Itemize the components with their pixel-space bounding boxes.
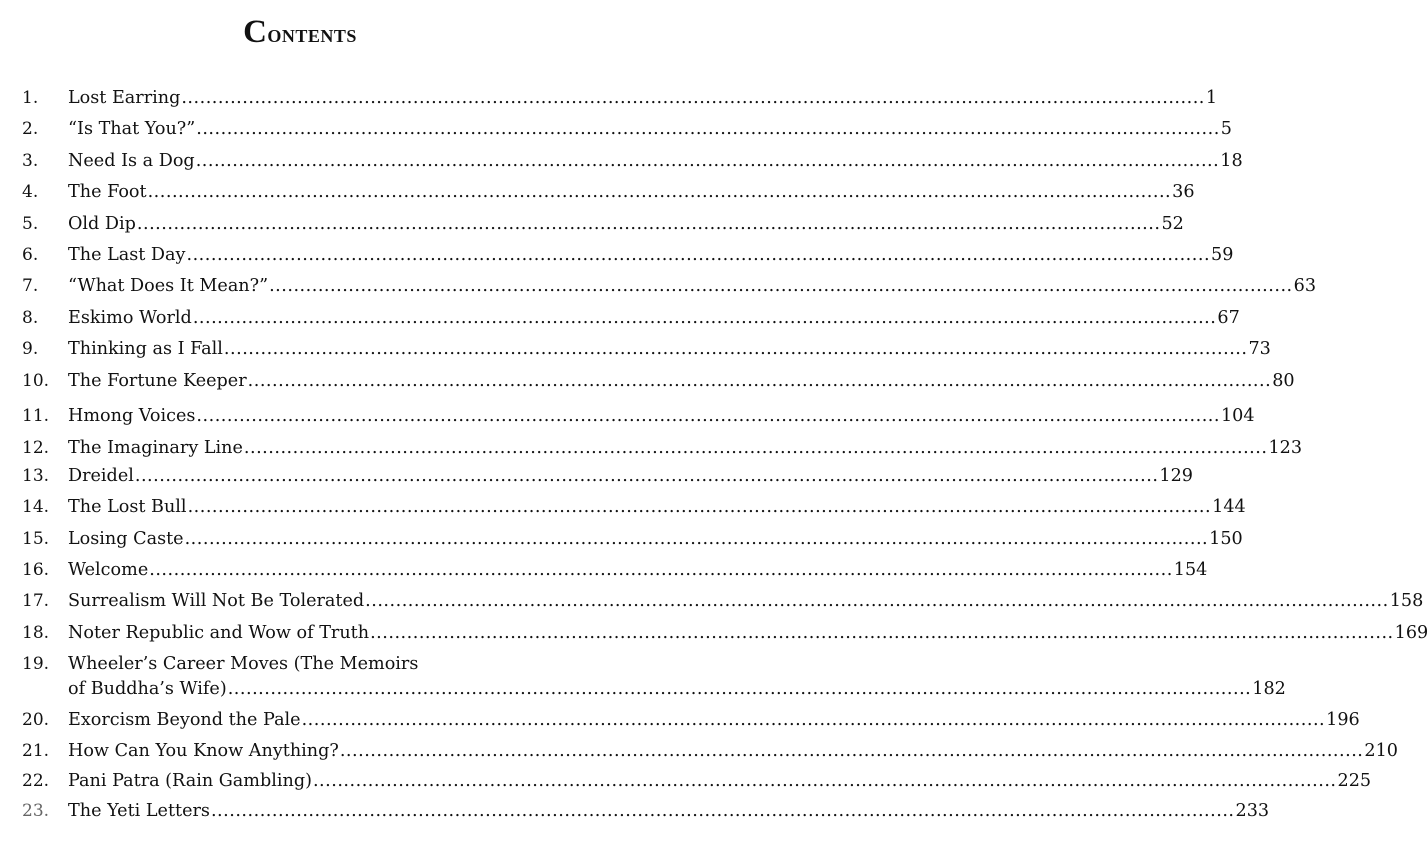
dot-leader: ........................................................................................................................................................................ bbox=[136, 214, 1161, 234]
entry-title: Dreidel bbox=[68, 466, 134, 486]
entry-title: The Imaginary Line bbox=[68, 438, 243, 458]
entry-number: 11. bbox=[22, 406, 50, 426]
dot-leader: ........................................................................................................................................................................ bbox=[192, 308, 1217, 328]
dot-leader: ........................................................................................................................................................................ bbox=[195, 151, 1220, 171]
entry-title: Hmong Voices bbox=[68, 406, 196, 426]
entry-title: Thinking as I Fall bbox=[68, 339, 223, 359]
entry-page: 150 bbox=[1209, 529, 1243, 549]
dot-leader: ........................................................................................................................................................................ bbox=[149, 560, 1173, 580]
entry-number: 17. bbox=[22, 591, 50, 611]
entry-page: 63 bbox=[1293, 276, 1317, 296]
entry-number: 14. bbox=[22, 497, 50, 517]
entry-title: The Yeti Letters bbox=[68, 801, 210, 821]
entry-title: Noter Republic and Wow of Truth bbox=[68, 623, 370, 643]
entry-page: 233 bbox=[1235, 801, 1270, 821]
dot-leader: ........................................................................................................................................................................ bbox=[339, 741, 1364, 761]
entry-page: 144 bbox=[1212, 497, 1246, 517]
entry-page: 196 bbox=[1326, 710, 1360, 730]
entry-page: 1 bbox=[1205, 88, 1218, 108]
entry-number: 12. bbox=[22, 438, 50, 458]
entry-number: 7. bbox=[22, 276, 39, 296]
dot-leader: ........................................................................................................................................................................ bbox=[301, 710, 1326, 730]
dot-leader: ........................................................................................................................................................................ bbox=[181, 88, 1205, 108]
heading-rest: ontents bbox=[267, 19, 357, 48]
dot-leader: ........................................................................................................................................................................ bbox=[134, 466, 1159, 486]
entry-page: 80 bbox=[1272, 371, 1295, 391]
entry-page: 158 bbox=[1389, 591, 1424, 611]
entry-title-first-line: Wheeler’s Career Moves (The Memoirs bbox=[68, 654, 419, 674]
entry-number: 19. bbox=[22, 654, 50, 674]
entry-page: 73 bbox=[1248, 339, 1271, 359]
entry-title: Eskimo World bbox=[68, 308, 192, 328]
entry-title: The Fortune Keeper bbox=[68, 371, 247, 391]
dot-leader: ........................................................................................................................................................................ bbox=[269, 276, 1293, 296]
dot-leader: ........................................................................................................................................................................ bbox=[223, 339, 1248, 359]
entry-number: 5. bbox=[22, 214, 39, 234]
entry-page: 5 bbox=[1220, 119, 1232, 139]
entry-page: 182 bbox=[1252, 679, 1286, 699]
entry-page: 67 bbox=[1217, 308, 1240, 328]
entry-number: 9. bbox=[22, 339, 39, 359]
dot-leader: ........................................................................................................................................................................ bbox=[247, 371, 1272, 391]
heading-initial: C bbox=[243, 14, 268, 50]
entry-title: How Can You Know Anything? bbox=[68, 741, 339, 761]
entry-number: 18. bbox=[22, 623, 50, 643]
entry-title: The Foot bbox=[68, 182, 147, 202]
dot-leader: ........................................................................................................................................................................ bbox=[184, 529, 1209, 549]
entry-number: 21. bbox=[22, 741, 50, 761]
dot-leader: ........................................................................................................................................................................ bbox=[186, 245, 1211, 265]
entry-number: 23. bbox=[22, 801, 50, 821]
entry-title: Surrealism Will Not Be Tolerated bbox=[68, 591, 365, 611]
entry-page: 129 bbox=[1159, 466, 1194, 486]
dot-leader: ........................................................................................................................................................................ bbox=[187, 497, 1212, 517]
entry-number: 6. bbox=[22, 245, 39, 265]
entry-title: “Is That You?” bbox=[68, 119, 196, 139]
entry-number: 8. bbox=[22, 308, 39, 328]
entry-title: Lost Earring bbox=[68, 88, 181, 108]
entry-page: 36 bbox=[1172, 182, 1195, 202]
entry-title: Old Dip bbox=[68, 214, 136, 234]
entry-number: 22. bbox=[22, 771, 50, 791]
entry-page: 52 bbox=[1161, 214, 1184, 234]
entry-page: 59 bbox=[1211, 245, 1234, 265]
dot-leader: ........................................................................................................................................................................ bbox=[365, 591, 1389, 611]
dot-leader: ........................................................................................................................................................................ bbox=[210, 801, 1235, 821]
entry-number: 10. bbox=[22, 371, 50, 391]
dot-leader: ........................................................................................................................................................................ bbox=[370, 623, 1394, 643]
dot-leader: ........................................................................................................................................................................ bbox=[147, 182, 1172, 202]
entry-title: Pani Patra (Rain Gambling) bbox=[68, 771, 312, 791]
entry-number: 1. bbox=[22, 88, 39, 108]
entry-number: 2. bbox=[22, 119, 39, 139]
entry-title: The Last Day bbox=[68, 245, 186, 265]
entry-number: 13. bbox=[22, 466, 50, 486]
entry-title: “What Does It Mean?” bbox=[68, 276, 269, 296]
entry-page: 18 bbox=[1220, 151, 1243, 171]
entry-page: 123 bbox=[1268, 438, 1303, 458]
entry-number: 20. bbox=[22, 710, 50, 730]
entry-number: 4. bbox=[22, 182, 39, 202]
entry-title: Welcome bbox=[68, 560, 149, 580]
entry-title: of Buddha’s Wife) bbox=[68, 679, 227, 699]
entry-title: Need Is a Dog bbox=[68, 151, 195, 171]
entry-number: 15. bbox=[22, 529, 50, 549]
entry-number: 16. bbox=[22, 560, 50, 580]
entry-title: Losing Caste bbox=[68, 529, 184, 549]
entry-page: 225 bbox=[1337, 771, 1372, 791]
entry-page: 104 bbox=[1220, 406, 1255, 426]
dot-leader: ........................................................................................................................................................................ bbox=[196, 119, 1220, 139]
entry-page: 169 bbox=[1394, 623, 1428, 643]
dot-leader: ........................................................................................................................................................................ bbox=[227, 679, 1252, 699]
dot-leader: ........................................................................................................................................................................ bbox=[312, 771, 1337, 791]
entry-page: 154 bbox=[1173, 560, 1208, 580]
entry-number: 3. bbox=[22, 151, 39, 171]
entry-page: 210 bbox=[1364, 741, 1398, 761]
entry-title: The Lost Bull bbox=[68, 497, 187, 517]
dot-leader: ........................................................................................................................................................................ bbox=[243, 438, 1268, 458]
dot-leader: ........................................................................................................................................................................ bbox=[196, 406, 1220, 426]
entry-title: Exorcism Beyond the Pale bbox=[68, 710, 301, 730]
